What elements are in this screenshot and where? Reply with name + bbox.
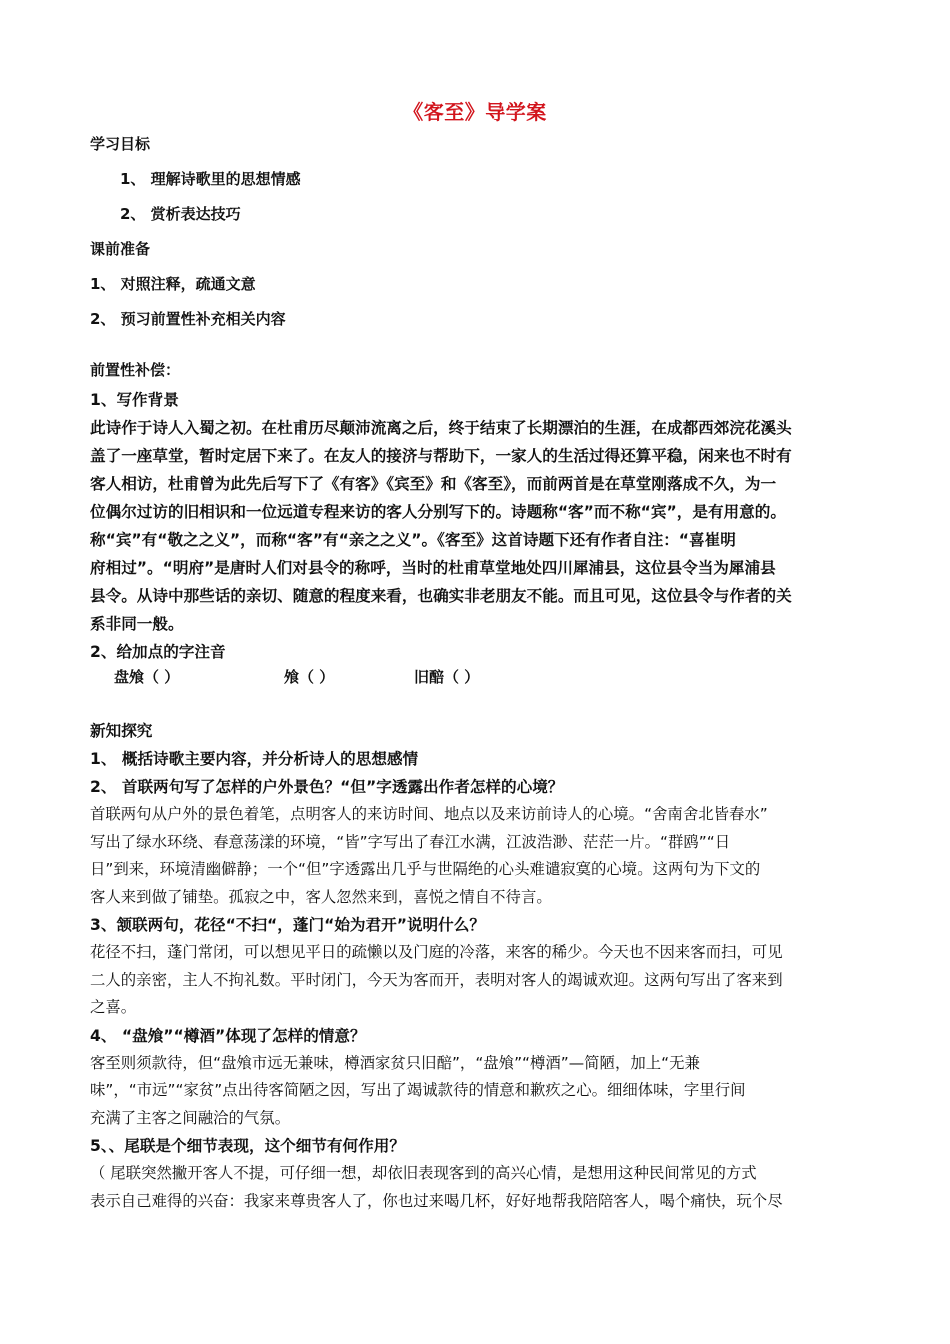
answer-line: 客至则须款待，但“盘飧市远无兼味，樽酒家贫只旧醅”，“盘飧”“樽酒”—简陋，加上“无兼 <box>90 1053 700 1072</box>
background-heading: 1、写作背景 <box>90 391 179 409</box>
background-paragraph <box>90 414 860 638</box>
document-page <box>90 96 860 1215</box>
answer-4 <box>90 1050 860 1133</box>
goal-item: 1、 理解诗歌里的思想情感 <box>120 170 301 188</box>
question-4: 4、 “盘飧”“樽酒”体现了怎样的情意？ <box>90 1026 366 1045</box>
background-line: 盖了一座草堂，暂时定居下来了。在友人的接济与帮助下，一家人的生活过得还算平稳，闲来也不时有 <box>90 447 792 465</box>
answer-2 <box>90 801 860 911</box>
pinyin-item: 盘飧（ ） <box>114 668 180 686</box>
answer-line: 二人的亲密，主人不拘礼数。平时闭门，今天为客而开，表明对客人的竭诚欢迎。这两句写出了客来到 <box>90 970 783 989</box>
pinyin-row <box>90 666 860 687</box>
prep-item: 1、 对照注释，疏通文意 <box>90 275 256 293</box>
prep-item: 2、 预习前置性补充相关内容 <box>90 310 286 328</box>
answer-line: 表示自己难得的兴奋：我家来尊贵客人了，你也过来喝几杯，好好地帮我陪陪客人，喝个痛快，玩个尽 <box>90 1191 783 1210</box>
background-line: 系非同一般。 <box>90 615 184 633</box>
background-line: 府相过”。“明府”是唐时人们对县令的称呼，当时的杜甫草堂地处四川犀浦县，这位县令当为犀浦县 <box>90 559 776 577</box>
answer-line: 充满了主客之间融洽的气氛。 <box>90 1108 291 1127</box>
answer-line: 之喜。 <box>90 998 137 1016</box>
background-line: 县令。从诗中那些话的亲切、随意的程度来看，也确实非老朋友不能。而且可见，这位县令与作者的关 <box>90 587 792 605</box>
question-2: 2、 首联两句写了怎样的户外景色？“但”字透露出作者怎样的心境？ <box>90 778 564 796</box>
answer-line: 客人来到做了铺垫。孤寂之中，客人忽然来到，喜悦之情自不待言。 <box>90 887 552 906</box>
pinyin-item: 飧（ ） <box>284 668 335 686</box>
goal-item: 2、 赏析表达技巧 <box>120 205 241 223</box>
answer-line: 写出了绿水环绕、春意荡漾的环境，“皆”字写出了春江水满，江波浩渺、茫茫一片。“群鸥”“日 <box>90 832 731 851</box>
goals-heading: 学习目标 <box>90 135 151 153</box>
background-line: 此诗作于诗人入蜀之初。在杜甫历尽颠沛流离之后，终于结束了长期漂泊的生涯，在成都西郊浣花溪头 <box>90 419 792 437</box>
pinyin-heading: 2、给加点的字注音 <box>90 643 226 661</box>
question-3: 3、颔联两句，花径“不扫“，蓬门“始为君开”说明什么？ <box>90 916 485 934</box>
answer-5 <box>90 1160 860 1215</box>
answer-line: 味”，“市远”“家贫”点出待客简陋之因，写出了竭诚款待的情意和歉疚之心。细细体味，字里行间 <box>90 1081 746 1099</box>
answer-line: （ 尾联突然撇开客人不提，可仔细一想，却依旧表现客到的高兴心情，是想用这种民间常见的方式 <box>90 1164 757 1182</box>
question-5: 5、、尾联是个细节表现，这个细节有何作用？ <box>90 1137 405 1155</box>
background-line: 位偶尔过访的旧相识和一位远道专程来访的客人分别写下的。诗题称“客”而不称“宾”，是有用意的。 <box>90 503 786 521</box>
background-line: 称“宾”有“敬之之义”，而称“客”有“亲之之义”。《客至》这首诗题下还有作者自注：“喜崔明 <box>90 531 736 549</box>
document-title: 《客至》导学案 <box>403 100 547 124</box>
answer-line: 花径不扫，蓬门常闭，可以想见平日的疏懒以及门庭的冷落，来客的稀少。今天也不因来客而扫，可见 <box>90 943 783 961</box>
answer-line: 首联两句从户外的景色着笔，点明客人的来访时间、地点以及来访前诗人的心境。“舍南舍北皆春水” <box>90 805 768 823</box>
prep-heading: 课前准备 <box>90 240 151 258</box>
background-line: 客人相访，杜甫曾为此先后写下了《有客》《宾至》和《客至》，而前两首是在草堂刚落成不久，为一 <box>90 475 777 493</box>
pinyin-item: 旧醅（ ） <box>414 668 480 686</box>
answer-line: 日”到来，环境清幽僻静；一个“但”字透露出几乎与世隔绝的心头难谴寂寞的心境。这两句为下文的 <box>90 860 761 878</box>
question-1: 1、 概括诗歌主要内容，并分析诗人的思想感情 <box>90 750 419 768</box>
explore-heading: 新知探究 <box>90 722 153 740</box>
answer-3 <box>90 939 860 1022</box>
supplement-heading: 前置性补偿： <box>90 361 181 379</box>
